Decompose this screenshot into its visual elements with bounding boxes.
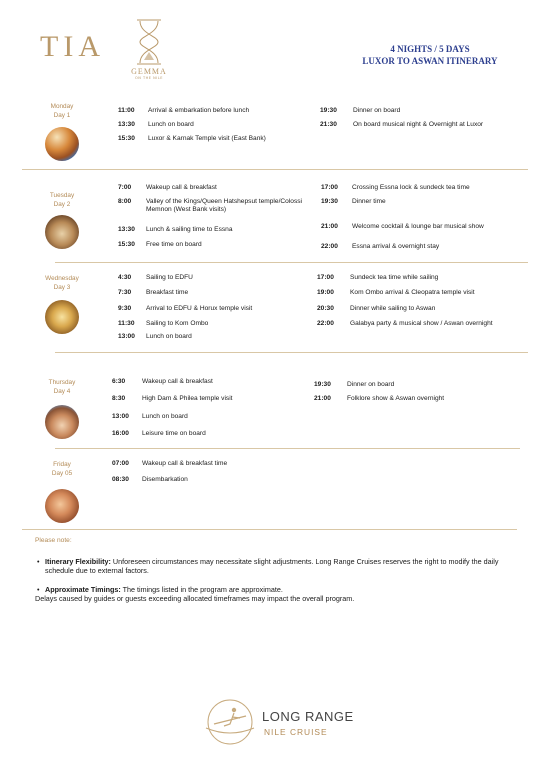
footer-brand-name: LONG RANGE [262,709,354,724]
schedule-activity: Arrival to EDFU & Horux temple visit [146,305,253,312]
schedule-time: 15:30 [118,135,135,142]
schedule-activity: On board musical night & Overnight at Luxor [353,121,484,128]
footer-brand-sub: NILE CRUISE [264,727,328,737]
schedule-time: 07:00 [112,460,129,467]
day-number: Day 4 [53,388,71,395]
schedule-activity: Crossing Essna lock & sundeck tea time [352,184,470,191]
day-name: Thursday [48,379,76,386]
note-1-text: Unforeseen circumstances may necessitate slight adjustments. Long Range Cruises reserves the right to modify the daily schedule due to external factors. [45,557,499,575]
day-number: Day 1 [53,112,71,119]
note-1-heading: Itinerary Flexibility: [45,557,111,566]
schedule-activity: Sailing to EDFU [146,274,193,281]
schedule-time: 13:00 [112,413,129,420]
schedule-time: 21:30 [320,121,337,128]
schedule-activity: Sailing to Kom Ombo [146,320,209,327]
schedule-activity: Wakeup call & breakfast time [142,460,228,467]
schedule-activity: Galabya party & musical show / Aswan overnight [350,320,493,327]
schedule-time: 11:00 [118,107,135,114]
schedule-time: 08:30 [112,476,129,483]
schedule-activity: Dinner on board [347,381,395,388]
schedule-activity: Lunch on board [148,121,194,128]
gemma-logo [122,18,176,80]
schedule-time: 8:30 [112,395,126,402]
note-approximate-timings [35,585,525,594]
philae-temple-photo [45,405,79,439]
gemma-subtitle: ON THE NILE [135,76,163,80]
day-label [30,102,94,120]
schedule-activity: Lunch on board [142,413,188,420]
day-number: Day 3 [53,284,71,291]
day-label [30,191,94,209]
schedule-activity: Wakeup call & breakfast [146,184,217,191]
schedule-time: 17:00 [321,184,338,191]
schedule-activity: Breakfast time [146,289,189,296]
note-2-heading: Approximate Timings: [45,585,121,594]
schedule-time: 15:30 [118,241,135,248]
schedule-activity: High Dam & Philea temple visit [142,395,233,402]
schedule-time: 8:00 [118,198,132,205]
schedule-activity: Valley of the Kings/Queen Hatshepsut temple/Colossi Memnon (West Bank visits) [146,198,303,213]
karnak-temple-photo [45,127,79,161]
schedule-time: 13:00 [118,333,135,340]
schedule-time: 19:30 [320,107,337,114]
notes-title: Please note: [35,537,72,544]
schedule-time: 4:30 [118,274,132,281]
note-itinerary-flexibility [35,557,525,575]
hourglass-icon [134,18,164,66]
schedule-time: 7:30 [118,289,132,296]
schedule-time: 13:30 [118,226,135,233]
schedule-time: 21:00 [321,223,338,230]
note-delays: Delays caused by guides or guests exceeding allocated timeframes may impact the overall program. [35,594,355,603]
tia-logo: TIA [40,30,105,63]
day-label [30,378,94,396]
schedule-activity: Luxor & Karnak Temple visit (East Bank) [148,135,266,142]
schedule-activity: Essna arrival & overnight stay [352,243,440,250]
schedule-time: 13:30 [118,121,135,128]
day-number: Day 2 [53,201,71,208]
schedule-time: 19:30 [314,381,331,388]
schedule-time: 7:00 [118,184,132,191]
bullet-icon: • [37,585,40,594]
schedule-activity: Wakeup call & breakfast [142,378,213,385]
schedule-activity: Free time on board [146,241,202,248]
schedule-time: 19:00 [317,289,334,296]
day-separator [55,352,528,353]
schedule-time: 21:00 [314,395,331,402]
day-separator [22,169,528,170]
schedule-activity: Leisure time on board [142,430,206,437]
schedule-time: 20:30 [317,305,334,312]
day-separator [55,448,520,449]
schedule-activity: Arrival & embarkation before lunch [148,107,250,114]
edfu-temple-photo [45,300,79,334]
day-label [30,460,94,478]
schedule-activity: Lunch & sailing time to Essna [146,226,233,233]
schedule-activity: Welcome cocktail & lounge bar musical show [352,223,484,230]
schedule-activity: Dinner on board [353,107,401,114]
schedule-time: 16:00 [112,430,129,437]
heading-duration: 4 NIGHTS / 5 DAYS [390,44,470,54]
day-name: Wednesday [45,275,79,282]
day-number: Day 05 [51,470,73,477]
hatshepsut-temple-photo [45,215,79,249]
heading-route: LUXOR TO ASWAN ITINERARY [362,56,498,66]
schedule-time: 9:30 [118,305,132,312]
itinerary-heading [330,43,530,67]
day-separator [55,262,528,263]
schedule-activity: Kom Ombo arrival & Cleopatra temple visit [350,289,475,296]
schedule-time: 11:30 [118,320,135,327]
schedule-activity: Folklore show & Aswan overnight [347,395,445,402]
schedule-time: 22:00 [317,320,334,327]
day-separator [22,529,517,530]
schedule-activity: Dinner time [352,198,386,205]
abu-simbel-photo [45,489,79,523]
day-name: Monday [50,103,74,110]
schedule-activity: Dinner while sailing to Aswan [350,305,436,312]
day-name: Friday [53,461,71,468]
day-name: Tuesday [49,192,75,199]
note-2-text: The timings listed in the program are approximate. [120,585,283,594]
schedule-time: 22:00 [321,243,338,250]
schedule-time: 6:30 [112,378,126,385]
gemma-name: GEMMA [131,67,167,76]
rower-emblem-icon [200,698,260,748]
schedule-activity: Lunch on board [146,333,192,340]
day-label [30,274,94,292]
schedule-activity: Disembarkation [142,476,188,483]
schedule-activity: Sundeck tea time while sailing [350,274,439,281]
bullet-icon: • [37,557,40,566]
schedule-time: 19:30 [321,198,338,205]
schedule-time: 17:00 [317,274,334,281]
